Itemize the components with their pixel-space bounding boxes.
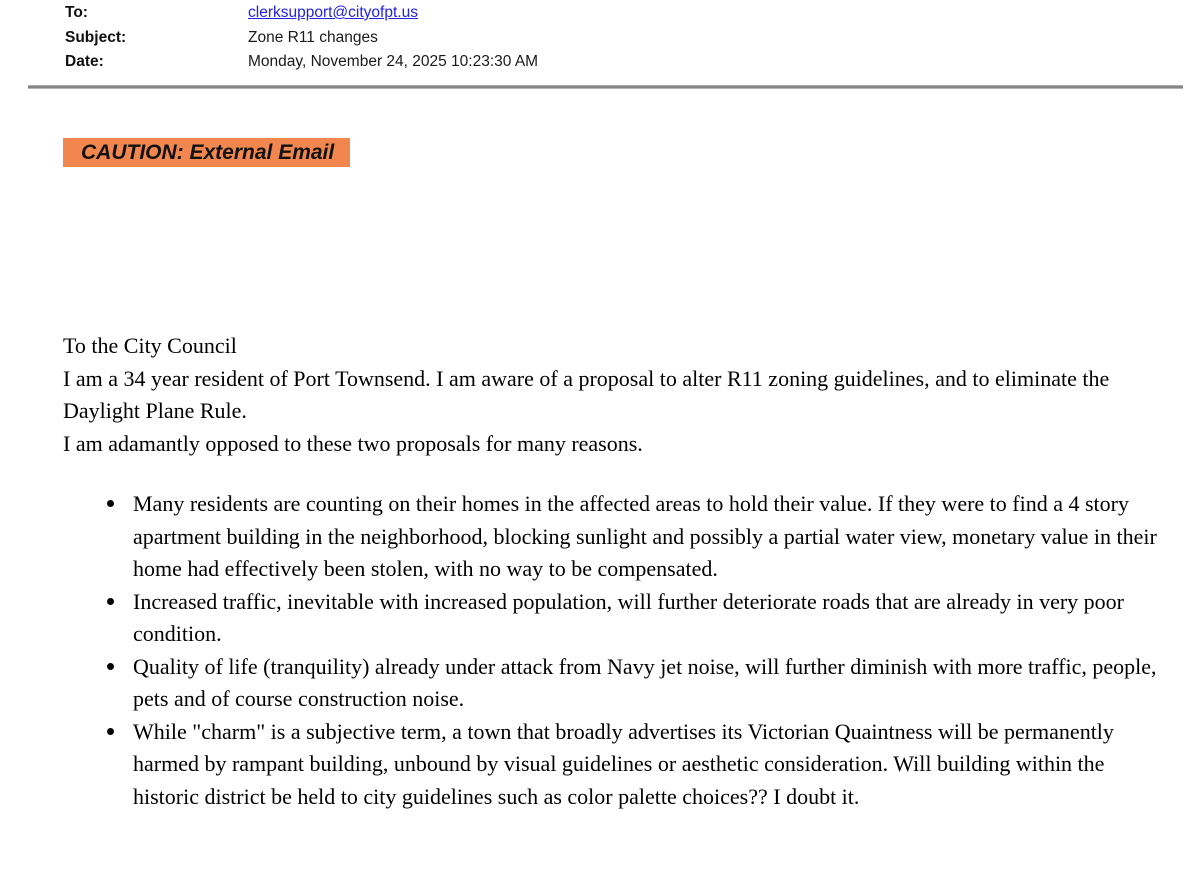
bullet-item-charm [63, 716, 1158, 814]
external-email-caution-banner: CAUTION: External Email [63, 138, 350, 167]
header-row-date [65, 50, 538, 75]
bullet-text: While "charm" is a subjective term, a town that broadly advertises its Victorian Quaintness will be permanently harmed by rampant building, unbound by visual guidelines or aesthetic consideration. Will building within the historic district be held to city guidelines such as color palette choices?? I doubt it. [133, 718, 1114, 809]
bullet-icon [107, 728, 114, 735]
bullet-list [63, 488, 1158, 813]
subject-label: Subject: [65, 28, 127, 46]
to-label: To: [65, 4, 88, 21]
intro-paragraph [63, 330, 1158, 460]
bullet-item-traffic [63, 586, 1158, 651]
header-row-subject [65, 26, 538, 51]
bullet-item-home-value [63, 488, 1158, 586]
date-value: Monday, November 24, 2025 10:23:30 AM [248, 53, 539, 71]
intro-line-1: To the City Council [63, 333, 237, 358]
date-label: Date: [65, 53, 104, 71]
bullet-icon [107, 663, 114, 670]
email-body [63, 330, 1158, 813]
email-header [65, 1, 538, 75]
header-divider [28, 85, 1183, 89]
intro-line-2: I am a 34 year resident of Port Townsend. I am aware of a proposal to alter R11 zoning guidelines, and to eliminate the Daylight Plane Rule. [63, 365, 1110, 423]
bullet-text: Increased traffic, inevitable with increased population, will further deteriorate roads that are already in very poor condition. [133, 588, 1125, 646]
header-row-to [65, 1, 538, 26]
bullet-text: Quality of life (tranquility) already under attack from Navy jet noise, will further diminish with more traffic, people, pets and of course construction noise. [133, 653, 1157, 711]
bullet-icon [107, 500, 114, 507]
to-email-link[interactable]: clerksupport@cityofpt.us [248, 4, 418, 21]
bullet-item-quality-of-life [63, 651, 1158, 716]
intro-line-3: I am adamantly opposed to these two proposals for many reasons. [63, 430, 643, 456]
bullet-text: Many residents are counting on their homes in the affected areas to hold their value. If they were to find a 4 story apartment building in the neighborhood, blocking sunlight and possibly a partial water view, monetary value in their home had effectively been stolen, with no way to be compensated. [133, 491, 1157, 581]
bullet-icon [107, 598, 114, 605]
subject-value: Zone R11 changes [248, 28, 378, 46]
